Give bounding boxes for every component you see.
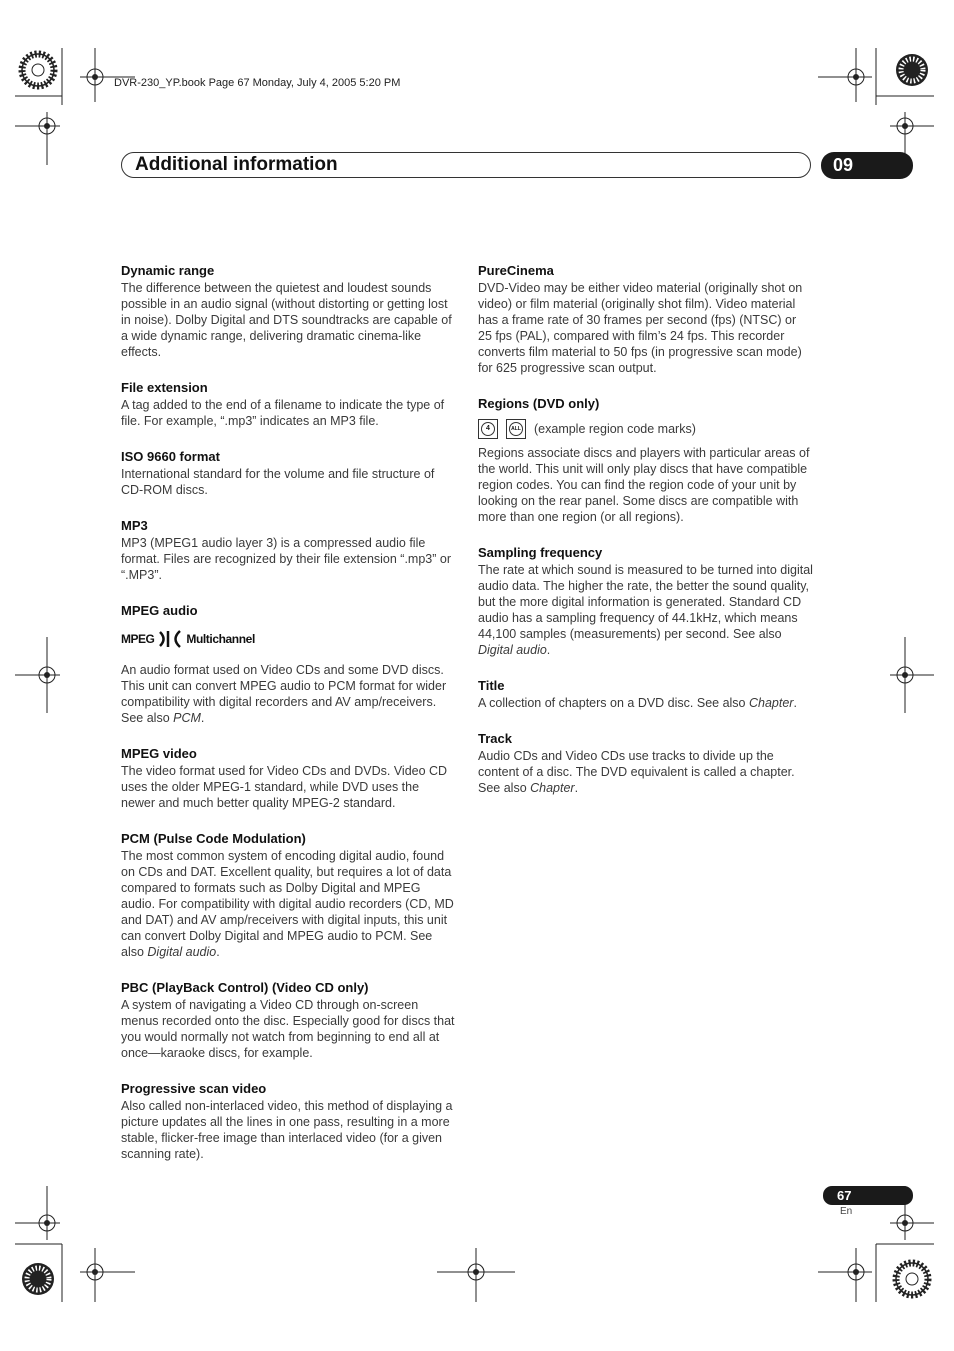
term-body: DVD-Video may be either video material (originally shot on video) or film material (originally shot film). Video material has a frame rate of 30 frames per second (fps) (NTSC) or 25 fps (PAL), compared with film’s 24 fps. This recorder converts film material to 50 fps (in progressive scan mode) for 625 progressive scan output. (478, 281, 803, 375)
term-body: Also called non-interlaced video, this method of displaying a picture updates all the lines in one pass, resulting in a more stable, flicker-free image than interlaced video (for a given scanning rate). (121, 1099, 453, 1161)
glossary-entry (478, 262, 813, 376)
glossary-entry (478, 395, 813, 525)
term-body: A tag added to the end of a filename to indicate the type of file. For example, “.mp3” indicates an MP3 file. (121, 398, 445, 428)
cross-reference: Digital audio (478, 643, 547, 657)
glossary-entry (121, 379, 456, 429)
region-marks (478, 419, 813, 439)
glossary-entry (478, 730, 813, 796)
glossary-entry (121, 979, 456, 1061)
term-heading: PureCinema (478, 263, 554, 278)
region-caption: (example region code marks) (534, 422, 696, 436)
term-heading: ISO 9660 format (121, 449, 220, 464)
term-heading: Sampling frequency (478, 545, 603, 560)
term-heading: Track (478, 731, 512, 746)
left-column (121, 262, 456, 1181)
cross-reference: Digital audio (147, 945, 217, 959)
page-number: 67 (823, 1186, 913, 1205)
right-column (478, 262, 813, 815)
cross-reference: Chapter (748, 696, 794, 710)
term-body: Audio CDs and Video CDs use tracks to divide up the content of a disc. The DVD equivalent is called a chapter. See also Chapter. (478, 749, 795, 795)
mpeg-multichannel-logo (121, 624, 456, 654)
term-heading: File extension (121, 380, 208, 395)
glossary-entry (121, 745, 456, 811)
page-title: Additional information (135, 154, 338, 175)
term-heading: MPEG video (121, 746, 197, 761)
term-heading: Dynamic range (121, 263, 215, 278)
language-code: En (840, 1206, 853, 1217)
term-body: MP3 (MPEG1 audio layer 3) is a compressed audio file format. Files are recognized by their file extension “.mp3” or “.MP3”. (121, 536, 451, 582)
term-heading: PCM (Pulse Code Modulation) (121, 831, 306, 846)
term-body: International standard for the volume and file structure of CD-ROM discs. (121, 467, 435, 497)
glossary-entry (121, 517, 456, 583)
glossary-entry (478, 677, 813, 711)
glossary-entry (478, 544, 813, 658)
sound-wave-icon (157, 629, 183, 649)
term-heading: MP3 (121, 518, 148, 533)
glossary-entry (121, 448, 456, 498)
section-header (121, 152, 811, 178)
cross-reference: PCM (173, 711, 201, 725)
logo-mpeg-text: MPEG (121, 632, 155, 646)
region-4-icon: 4 (478, 419, 498, 439)
logo-multichannel-text: Multichannel (186, 632, 255, 646)
term-heading: MPEG audio (121, 603, 198, 618)
region-all-icon: ALL (506, 419, 526, 439)
glossary-entry (121, 262, 456, 360)
term-heading: Regions (DVD only) (478, 396, 600, 411)
term-body: The difference between the quietest and loudest sounds possible in an audio signal (without distorting or getting lost in noise). Dolby Digital and DTS soundtracks are capable of a wide dynamic range, delivering dramatic cinema-like effects. (121, 281, 452, 359)
term-body: A system of navigating a Video CD through on-screen menus recorded onto the disc. Especially good for discs that you would normally not watch from beginning to end all at once—karaoke discs, for example. (121, 998, 455, 1060)
term-body: The video format used for Video CDs and DVDs. Video CD uses the older MPEG-1 standard, while DVD uses the newer and much better quality MPEG-2 standard. (121, 764, 448, 810)
glossary-entry (121, 1080, 456, 1162)
term-body: The most common system of encoding digital audio, found on CDs and DAT. Excellent quality, but requires a lot of data compared to formats such as Dolby Digital and MPEG audio. For compatibility with digital audio recorders (CD, MD and DAT) and AV amp/receivers with digital inputs, this unit can convert Dolby Digital and MPEG audio to PCM. See also Digital audio. (121, 849, 454, 959)
term-heading: PBC (PlayBack Control) (Video CD only) (121, 980, 369, 995)
print-info: DVR-230_YP.book Page 67 Monday, July 4, 2005 5:20 PM (114, 77, 401, 89)
term-body: Regions associate discs and players with particular areas of the world. This unit will only play discs that have compatible region codes. You can find the region code of your unit by looking on the rear panel. Some discs are compatible with more than one region (or all regions). (478, 446, 810, 524)
term-body: The rate at which sound is measured to be turned into digital audio data. The higher the rate, the better the sound quality, but the more digital information is generated. Standard CD audio has a sampling frequency of 44.1kHz, which means 44,100 samples (measurements) per second. See also Digital audio. (478, 563, 813, 657)
term-body: A collection of chapters on a DVD disc. See also Chapter. (478, 696, 797, 710)
term-heading: Title (478, 678, 505, 693)
glossary-entry (121, 830, 456, 960)
term-body: An audio format used on Video CDs and some DVD discs. This unit can convert MPEG audio to PCM format for wider compatibility with digital recorders and AV amp/receivers. See also PCM. (121, 663, 447, 725)
glossary-entry (121, 602, 456, 726)
cross-reference: Chapter (530, 781, 575, 795)
term-heading: Progressive scan video (121, 1081, 267, 1096)
chapter-badge: 09 (821, 152, 913, 179)
